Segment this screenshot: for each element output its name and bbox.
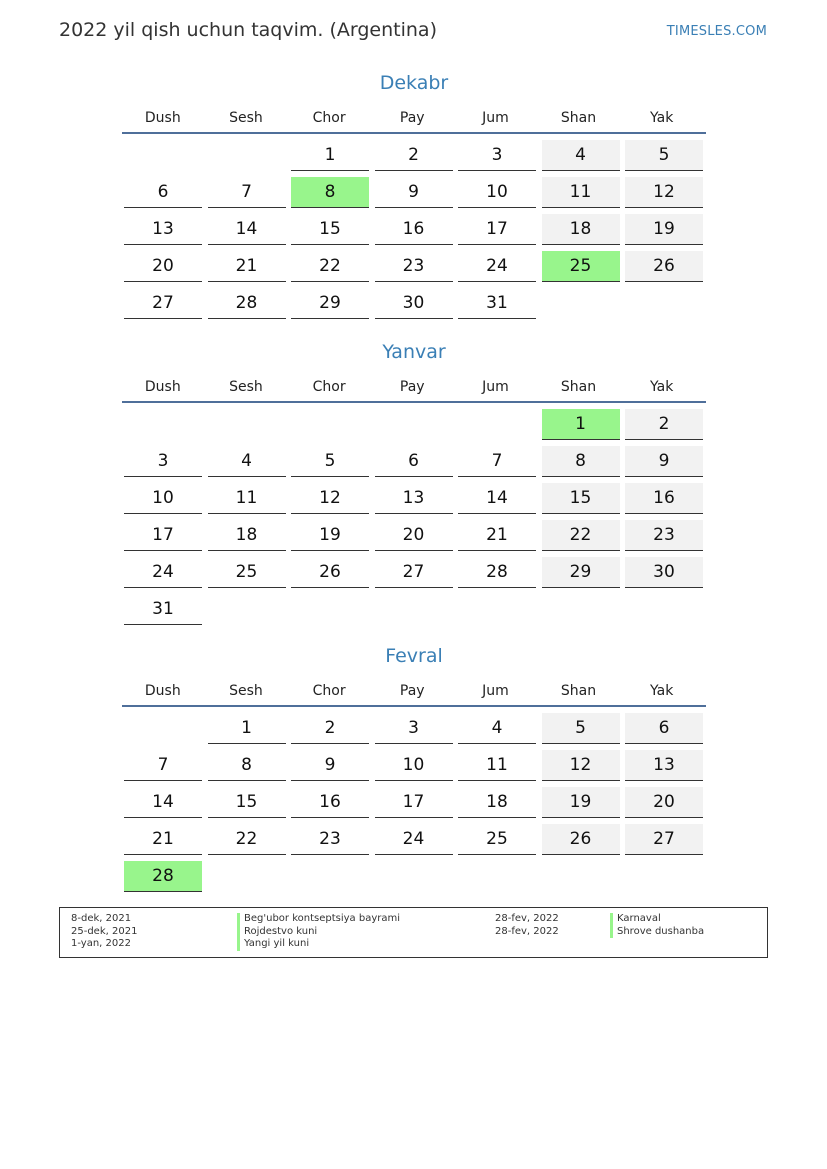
day-cell: 20 (375, 520, 453, 551)
day-cell: 18 (208, 520, 286, 551)
day-cell: 4 (542, 140, 620, 171)
day-cell: 9 (375, 177, 453, 208)
day-cell: 3 (375, 713, 453, 744)
day-cell: 15 (542, 483, 620, 514)
day-cell: 16 (625, 483, 703, 514)
weekday-label: Dush (144, 110, 181, 126)
month-yanvar (122, 338, 706, 625)
site-link[interactable]: TIMESLES.COM (666, 24, 767, 39)
legend-holiday-name: Rojdestvo kuni (237, 926, 400, 939)
weekday-label: Pay (399, 110, 425, 126)
day-cell: 11 (458, 750, 536, 781)
weekday-label: Shan (560, 683, 597, 699)
legend-holiday-name: Yangi yil kuni (237, 938, 400, 951)
day-cell: 12 (542, 750, 620, 781)
day-cell: 16 (375, 214, 453, 245)
day-cell: 22 (291, 251, 369, 282)
day-cell: 7 (124, 750, 202, 781)
holiday-legend (59, 907, 768, 958)
day-cell: 1 (291, 140, 369, 171)
day-cell: 6 (625, 713, 703, 744)
day-cell: 7 (208, 177, 286, 208)
day-cell: 3 (124, 446, 202, 477)
day-cell: 27 (375, 557, 453, 588)
month-name: Yanvar (382, 341, 446, 363)
day-cell: 28 (208, 288, 286, 319)
month-name: Fevral (385, 645, 443, 667)
day-cell: 20 (625, 787, 703, 818)
weekday-label: Sesh (229, 683, 263, 699)
day-cell: 14 (458, 483, 536, 514)
day-cell: 6 (124, 177, 202, 208)
empty-cell (375, 409, 453, 439)
day-cell: 22 (208, 824, 286, 855)
legend-date: 8-dek, 2021 (71, 913, 132, 924)
day-cell: 26 (542, 824, 620, 855)
month-fevral (122, 642, 706, 892)
day-cell: 10 (458, 177, 536, 208)
day-cell: 29 (542, 557, 620, 588)
day-cell: 17 (375, 787, 453, 818)
weekday-label: Shan (560, 379, 597, 395)
day-cell: 27 (124, 288, 202, 319)
day-cell: 1 (208, 713, 286, 744)
day-cell: 20 (124, 251, 202, 282)
day-cell: 17 (124, 520, 202, 551)
day-cell: 22 (542, 520, 620, 551)
day-cell: 2 (291, 713, 369, 744)
day-cell: 23 (375, 251, 453, 282)
holiday-day-cell: 25 (542, 251, 620, 282)
weekday-label: Dush (144, 379, 181, 395)
day-cell: 4 (458, 713, 536, 744)
day-cell: 23 (625, 520, 703, 551)
day-cell: 23 (291, 824, 369, 855)
empty-cell (458, 409, 536, 439)
day-grid (122, 140, 706, 319)
day-grid (122, 713, 706, 892)
day-cell: 12 (625, 177, 703, 208)
day-cell: 9 (625, 446, 703, 477)
day-cell: 13 (124, 214, 202, 245)
day-cell: 21 (124, 824, 202, 855)
weekday-label: Yak (650, 110, 674, 126)
day-cell: 30 (375, 288, 453, 319)
holiday-day-cell: 28 (124, 861, 202, 892)
day-cell: 29 (291, 288, 369, 319)
day-cell: 30 (625, 557, 703, 588)
day-cell: 12 (291, 483, 369, 514)
month-dekabr (122, 69, 706, 319)
legend-dates-left (71, 913, 137, 951)
day-cell: 5 (542, 713, 620, 744)
day-cell: 15 (208, 787, 286, 818)
day-cell: 25 (208, 557, 286, 588)
day-cell: 19 (542, 787, 620, 818)
day-cell: 9 (291, 750, 369, 781)
day-cell: 2 (375, 140, 453, 171)
weekday-label: Dush (144, 683, 181, 699)
day-cell: 11 (542, 177, 620, 208)
weekday-label: Chor (312, 683, 346, 699)
day-cell: 17 (458, 214, 536, 245)
empty-cell (124, 140, 202, 170)
day-cell: 18 (542, 214, 620, 245)
holiday-day-cell: 8 (291, 177, 369, 208)
weekday-label: Chor (312, 110, 346, 126)
day-cell: 31 (124, 594, 202, 625)
weekday-label: Jum (482, 683, 509, 699)
weekday-label: Pay (399, 683, 425, 699)
legend-names-right (610, 913, 704, 938)
weekday-label: Shan (560, 110, 597, 126)
weekday-label: Yak (650, 379, 674, 395)
day-cell: 27 (625, 824, 703, 855)
weekday-label: Jum (482, 110, 509, 126)
weekday-label: Jum (482, 379, 509, 395)
day-cell: 3 (458, 140, 536, 171)
legend-date: 1-yan, 2022 (71, 938, 131, 949)
day-grid (122, 409, 706, 625)
weekday-label: Yak (650, 683, 674, 699)
weekday-label: Sesh (229, 379, 263, 395)
empty-cell (124, 409, 202, 439)
empty-cell (124, 713, 202, 743)
legend-holiday-name: Beg'ubor kontseptsiya bayrami (237, 913, 400, 926)
day-cell: 8 (208, 750, 286, 781)
day-cell: 6 (375, 446, 453, 477)
day-cell: 21 (458, 520, 536, 551)
legend-dates-right (495, 913, 559, 938)
day-cell: 18 (458, 787, 536, 818)
day-cell: 31 (458, 288, 536, 319)
legend-holiday-name: Karnaval (610, 913, 704, 926)
day-cell: 5 (625, 140, 703, 171)
day-cell: 24 (375, 824, 453, 855)
weekday-label: Pay (399, 379, 425, 395)
day-cell: 8 (542, 446, 620, 477)
day-cell: 11 (208, 483, 286, 514)
day-cell: 2 (625, 409, 703, 440)
empty-cell (208, 140, 286, 170)
day-cell: 26 (291, 557, 369, 588)
day-cell: 14 (208, 214, 286, 245)
day-cell: 4 (208, 446, 286, 477)
day-cell: 24 (124, 557, 202, 588)
day-cell: 13 (375, 483, 453, 514)
day-cell: 10 (375, 750, 453, 781)
day-cell: 24 (458, 251, 536, 282)
empty-cell (291, 409, 369, 439)
day-cell: 19 (625, 214, 703, 245)
weekday-header (122, 108, 706, 134)
day-cell: 26 (625, 251, 703, 282)
weekday-header (122, 681, 706, 707)
day-cell: 13 (625, 750, 703, 781)
weekday-header (122, 377, 706, 403)
legend-date: 25-dek, 2021 (71, 925, 138, 937)
day-cell: 16 (291, 787, 369, 818)
day-cell: 7 (458, 446, 536, 477)
day-cell: 25 (458, 824, 536, 855)
day-cell: 19 (291, 520, 369, 551)
page-title: 2022 yil qish uchun taqvim. (Argentina) (59, 19, 437, 41)
legend-date: 28-fev, 2022 (495, 925, 559, 937)
holiday-day-cell: 1 (542, 409, 620, 440)
weekday-label: Sesh (229, 110, 263, 126)
month-name: Dekabr (379, 72, 449, 94)
legend-names-left (237, 913, 400, 951)
weekday-label: Chor (312, 379, 346, 395)
legend-holiday-name: Shrove dushanba (610, 926, 704, 939)
day-cell: 28 (458, 557, 536, 588)
empty-cell (208, 409, 286, 439)
day-cell: 14 (124, 787, 202, 818)
legend-date: 28-fev, 2022 (495, 913, 559, 924)
day-cell: 21 (208, 251, 286, 282)
day-cell: 10 (124, 483, 202, 514)
day-cell: 5 (291, 446, 369, 477)
day-cell: 15 (291, 214, 369, 245)
